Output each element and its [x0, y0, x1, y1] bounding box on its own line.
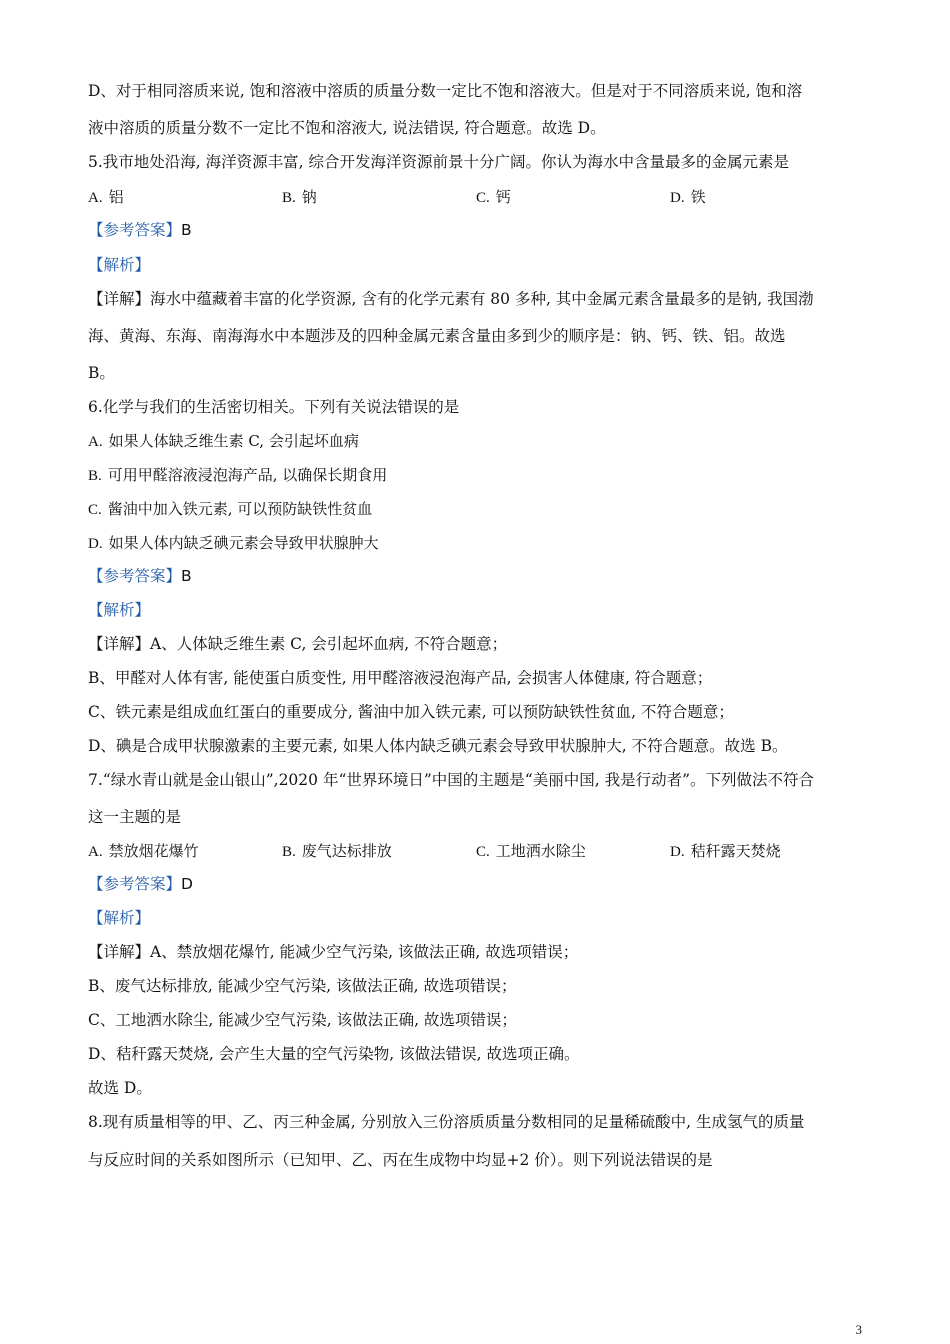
answer-value: B: [181, 221, 192, 239]
option-letter: D.: [670, 844, 685, 860]
option-letter: C.: [476, 844, 490, 860]
page-number: 3: [855, 1322, 862, 1337]
answer-label: 【参考答案】: [88, 567, 182, 585]
q5-option-a: [88, 186, 124, 209]
q6-detail-line: C、铁元素是组成血红蛋白的重要成分, 酱油中加入铁元素, 可以预防缺铁性贫血, 不符合题意；: [88, 703, 734, 721]
option-text: 可用甲醛溶液浸泡海产品, 以确保长期食用: [107, 466, 388, 484]
q6-option-c: [88, 498, 372, 521]
detail-label: 【详解】: [88, 635, 151, 653]
q5-analysis-label: 【解析】: [88, 256, 151, 274]
detail-label: 【详解】: [88, 943, 151, 961]
option-text: 钙: [495, 188, 511, 206]
q7-option-c: [476, 840, 586, 863]
q6-option-a: [88, 430, 359, 453]
detail-text: A、禁放烟花爆竹, 能减少空气污染, 该做法正确, 故选项错误；: [150, 943, 579, 961]
answer-value: B: [181, 567, 192, 585]
q7-option-a: [88, 840, 199, 863]
option-text: 工地洒水除尘: [495, 842, 586, 860]
option-text: 如果人体缺乏维生素 C, 会引起坏血病: [108, 432, 359, 450]
option-letter: A.: [88, 844, 103, 860]
option-text: 如果人体内缺乏碘元素会导致甲状腺肿大: [108, 534, 379, 552]
text-line: 液中溶质的质量分数不一定比不饱和溶液大, 说法错误, 符合题意。故选 D。: [88, 119, 606, 137]
option-text: 废气达标排放: [301, 842, 392, 860]
question-7-stem: 7.“绿水青山就是金山银山”,2020 年“世界环境日”中国的主题是“美丽中国, 我是行动者”。下列做法不符合: [88, 771, 814, 789]
q6-detail-line: D、碘是合成甲状腺激素的主要元素, 如果人体内缺乏碘元素会导致甲状腺肿大, 不符合题意。故选 B。: [88, 737, 788, 755]
option-letter: C.: [88, 502, 102, 518]
q7-analysis-label: 【解析】: [88, 909, 151, 927]
q6-analysis-label: 【解析】: [88, 601, 151, 619]
question-8-stem: 与反应时间的关系如图所示（已知甲、乙、丙在生成物中均显+2 价）。则下列说法错误的是: [88, 1151, 713, 1169]
q5-option-c: [476, 186, 511, 209]
q5-answer-line: [88, 219, 862, 241]
q7-option-d: [670, 840, 781, 863]
question-7-stem: 这一主题的是: [88, 808, 182, 826]
answer-label: 【参考答案】: [88, 221, 182, 239]
question-5-stem: 5.我市地处沿海, 海洋资源丰富, 综合开发海洋资源前景十分广阔。你认为海水中含量最多的金属元素是: [88, 153, 789, 171]
q6-option-d: [88, 532, 379, 555]
question-6-stem: 6.化学与我们的生活密切相关。下列有关说法错误的是: [88, 398, 460, 416]
option-letter: B.: [282, 844, 296, 860]
q6-detail-line: [88, 633, 862, 655]
option-letter: D.: [670, 190, 685, 206]
option-letter: C.: [476, 190, 490, 206]
q7-detail-line: [88, 941, 862, 963]
option-text: 铝: [108, 188, 124, 206]
q7-detail-line: D、秸秆露天焚烧, 会产生大量的空气污染物, 该做法错误, 故选项正确。: [88, 1045, 580, 1063]
answer-value: D: [181, 875, 193, 893]
option-letter: A.: [88, 434, 103, 450]
option-letter: A.: [88, 190, 103, 206]
q6-detail-line: B、甲醛对人体有害, 能使蛋白质变性, 用甲醛溶液浸泡海产品, 会损害人体健康, 符合题意；: [88, 669, 713, 687]
option-letter: D.: [88, 536, 103, 552]
option-text: 禁放烟花爆竹: [108, 842, 199, 860]
q5-detail-line: 海、黄海、东海、南海海水中本题涉及的四种金属元素含量由多到少的顺序是：钠、钙、铁、铝。故选: [88, 327, 786, 345]
option-text: 钠: [301, 188, 317, 206]
text-line: D、对于相同溶质来说, 饱和溶液中溶质的质量分数一定比不饱和溶液大。但是对于不同溶质来说, 饱和溶: [88, 82, 803, 100]
q7-detail-line: 故选 D。: [88, 1079, 152, 1097]
q6-answer-line: [88, 565, 862, 587]
q5-detail-line: B。: [88, 364, 115, 382]
q5-option-d: [670, 186, 706, 209]
option-letter: B.: [282, 190, 296, 206]
q7-answer-line: [88, 873, 862, 895]
q7-option-b: [282, 840, 392, 863]
detail-text: 海水中蕴藏着丰富的化学资源, 含有的化学元素有 80 多种, 其中金属元素含量最多的是钠, 我国渤: [150, 290, 814, 308]
q5-option-b: [282, 186, 317, 209]
q7-detail-line: B、废气达标排放, 能减少空气污染, 该做法正确, 故选项错误；: [88, 977, 517, 995]
q5-detail-line: [88, 288, 862, 310]
detail-label: 【详解】: [88, 290, 151, 308]
option-text: 酱油中加入铁元素, 可以预防缺铁性贫血: [107, 500, 373, 518]
q7-detail-line: C、工地洒水除尘, 能减少空气污染, 该做法正确, 故选项错误；: [88, 1011, 517, 1029]
q6-option-b: [88, 464, 387, 487]
detail-text: A、人体缺乏维生素 C, 会引起坏血病, 不符合题意；: [150, 635, 508, 653]
option-text: 秸秆露天焚烧: [690, 842, 781, 860]
answer-label: 【参考答案】: [88, 875, 182, 893]
question-8-stem: 8.现有质量相等的甲、乙、丙三种金属, 分别放入三份溶质质量分数相同的足量稀硫酸中, 生成氢气的质量: [88, 1113, 805, 1131]
option-text: 铁: [690, 188, 706, 206]
option-letter: B.: [88, 468, 102, 484]
